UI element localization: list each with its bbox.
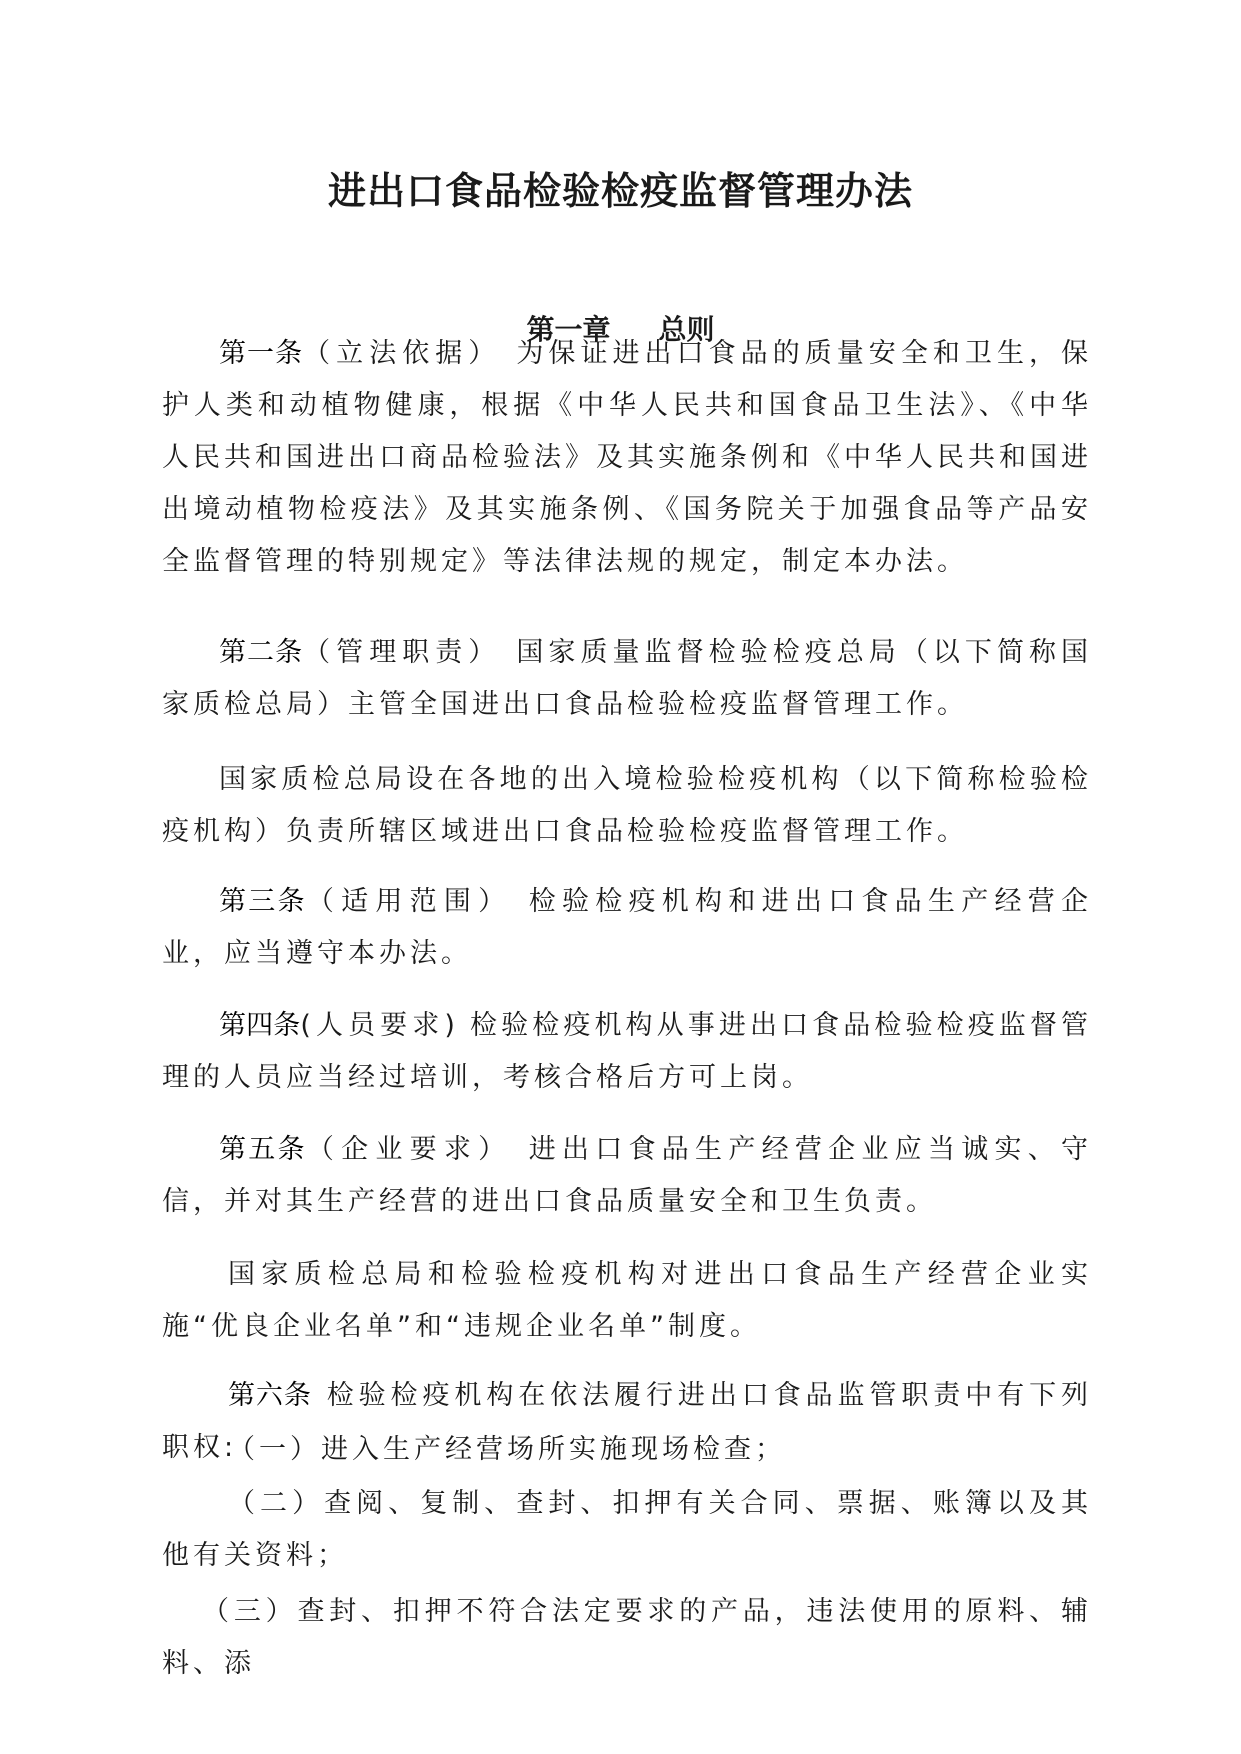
article-2 [162,627,1092,731]
article-text: 国家质检总局设在各地的出入境检验检疫机构（以下简称检验检疫机构）负责所辖区域进出口食品检验检疫监督管理工作。 [162,764,1092,847]
article-6-item-1 [162,1424,1092,1476]
article-1 [162,328,1092,588]
article-label: 第一条 [219,338,304,369]
article-5 [162,1124,1092,1228]
article-text: 国家质检总局和检验检疫机构对进出口食品生产经营企业实施“优良企业名单”和“违规企业名单”制度。 [162,1259,1092,1342]
article-topic: （管理职责） [303,637,502,668]
article-text: （三）查封、扣押不符合法定要求的产品，违法使用的原料、辅料、添 [162,1596,1092,1679]
article-text: 检验检疫机构在依法履行进出口食品监管职责中有下列职权: [162,1380,1093,1463]
article-topic: （立法依据） [303,338,502,369]
article-text: 为保证进出口食品的质量安全和卫生，保护人类和动植物健康，根据《中华人民共和国食品卫生法》、《中华人民共和国进出口商品检验法》及其实施条例和《中华人民共和国进出境动植物检疫法》及其实施条例、《国务院关于加强食品等产品安全监督管理的特别规定》等法律法规的规定，制定本办法。 [162,338,1093,577]
chapter-number: 第一章 [526,313,611,346]
article-text: （一）进入生产经营场所实施现场检查； [228,1434,786,1465]
article-topic: （企业要求） [306,1134,513,1165]
chapter-name: 总则 [658,313,715,346]
article-5-paragraph-2 [162,1249,1092,1353]
article-label: 第五条 [219,1134,307,1165]
article-text: 国家质量监督检验检疫总局（以下简称国家质检总局）主管全国进出口食品检验检疫监督管理工作。 [162,637,1093,720]
article-label: 第三条 [219,886,307,917]
article-text: 检验检疫机构从事进出口食品检验检疫监督管理的人员应当经过培训，考核合格后方可上岗。 [162,1010,1093,1093]
article-3 [162,876,1092,980]
article-label: 第六条 [228,1380,312,1411]
article-text: 进出口食品生产经营企业应当诚实、守信，并对其生产经营的进出口食品质量安全和卫生负责。 [162,1134,1093,1217]
document-title: 进出口食品检验检疫监督管理办法 [327,168,913,213]
article-label: 第四条 [219,1010,301,1041]
article-6-item-2 [162,1478,1092,1582]
article-topic: (人员要求) [300,1010,460,1041]
article-text: 检验检疫机构和进出口食品生产经营企业，应当遵守本办法。 [162,886,1093,969]
article-label: 第二条 [219,637,304,668]
article-2-paragraph-2 [162,754,1092,858]
article-topic: （适用范围） [306,886,513,917]
article-6-item-3 [162,1586,1092,1690]
article-4 [162,1000,1092,1104]
article-text: （二）查阅、复制、查封、扣押有关合同、票据、账簿以及其他有关资料； [162,1488,1092,1571]
